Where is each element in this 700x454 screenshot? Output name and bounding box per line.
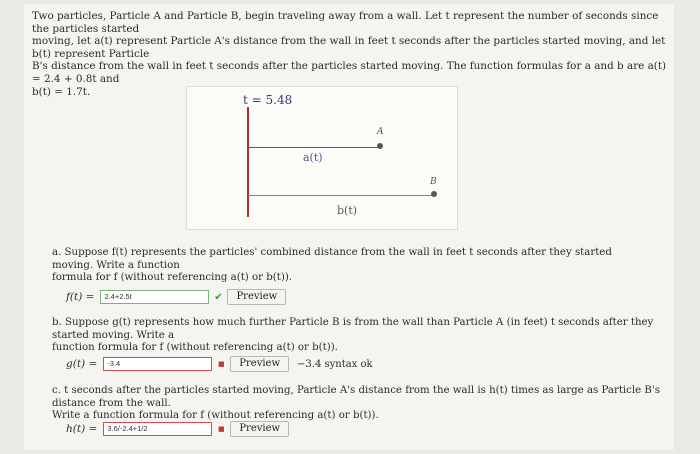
distance-b-label: b(t) [337, 204, 358, 217]
particle-a-dot [377, 143, 383, 149]
preview-button-a[interactable]: Preview [227, 289, 286, 305]
particle-a-label: A [377, 127, 384, 137]
question-a-line: formula for f (without referencing a(t) or b(t)). [52, 272, 293, 284]
question-b-line: b. Suppose g(t) represents how much further Particle B is from the wall than Particle A (in feet) t seconds after they started moving. Write a [52, 317, 654, 341]
question-b [52, 317, 664, 355]
particles-figure [186, 86, 458, 230]
question-c-line: c. t seconds after the particles started moving, Particle A's distance from the wall is h(t) times as large as Particle B's distance from the wall. [52, 385, 660, 409]
distance-a-label: a(t) [303, 151, 323, 164]
distance-a-line [248, 147, 380, 148]
question-c-line: Write a function formula for f (without referencing a(t) or b(t)). [52, 410, 379, 422]
answer-input-f[interactable]: 2.4+2.5t [100, 290, 209, 304]
preview-button-b[interactable]: Preview [230, 356, 289, 372]
question-b-line: function formula for f (without referencing a(t) or b(t)). [52, 342, 338, 354]
wall [247, 107, 249, 217]
intro-line: moving, let a(t) represent Particle A's distance from the wall in feet t seconds after the particles started moving, and let b(t) represent Particle [32, 35, 666, 60]
distance-b-line [248, 195, 434, 196]
intro-line: B's distance from the wall in feet t seconds after the particles started moving. The function formulas for a and b are a(t) = 2.4 + 0.8t and [32, 60, 667, 85]
question-c [52, 385, 664, 423]
correct-check-icon: ✔ [214, 291, 223, 303]
answer-input-g[interactable]: -3.4 [103, 357, 212, 371]
incorrect-icon: ■ [217, 360, 225, 368]
particle-b-dot [431, 191, 437, 197]
answer-row-c [66, 421, 289, 437]
question-a-line: a. Suppose f(t) represents the particles' combined distance from the wall in feet t seconds after they started moving. Write a function [52, 247, 612, 271]
answer-row-a [66, 289, 286, 305]
answer-input-h[interactable]: 3.6/-2.4+1/2 [103, 422, 212, 436]
answer-label-f: f(t) = [66, 291, 95, 303]
intro-line: b(t) = 1.7t. [32, 85, 91, 98]
intro-line: Two particles, Particle A and Particle B, begin traveling away from a wall. Let t represent the number of seconds since the particles started [32, 10, 659, 35]
preview-button-c[interactable]: Preview [230, 421, 289, 437]
answer-row-b [66, 356, 373, 372]
question-a [52, 247, 652, 285]
syntax-feedback: −3.4 syntax ok [297, 358, 373, 370]
particle-b-label: B [430, 177, 437, 187]
answer-label-g: g(t) = [66, 358, 98, 370]
problem-intro [32, 10, 672, 98]
time-label: t = 5.48 [243, 93, 293, 107]
answer-label-h: h(t) = [66, 423, 98, 435]
incorrect-icon: ■ [218, 425, 225, 433]
